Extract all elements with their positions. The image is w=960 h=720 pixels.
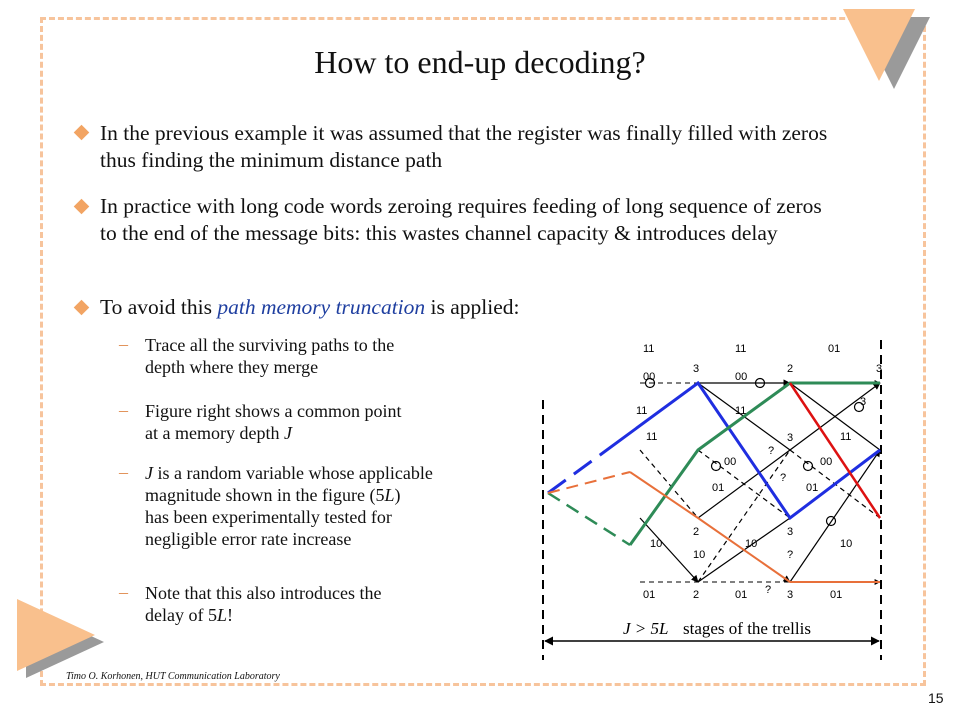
label-branch: 00 xyxy=(724,456,737,468)
bullet-2: In practice with long code words zeroing requires feeding of long sequence of zeros to the end of the message bits: this wastes channel capacity & introduces delay xyxy=(100,194,822,245)
subitem-4-line-2-end: ! xyxy=(227,605,233,625)
label-metric: 3 xyxy=(693,363,700,375)
bullet-3-emphasis: path memory truncation xyxy=(217,295,426,319)
label-branch: 01 xyxy=(735,589,748,601)
label-branch: 01 xyxy=(712,482,725,494)
orange-survivor-path xyxy=(630,472,880,582)
subitem-4-line-2: delay of 5 xyxy=(145,605,217,625)
bullet-3-post: is applied: xyxy=(425,295,520,319)
bullet-3-pre: To avoid this xyxy=(100,295,218,319)
label-unknown: ? xyxy=(780,472,787,484)
subitem-2-line-1: Figure right shows a common point xyxy=(145,401,402,421)
bullet-1: In the previous example it was assumed that the register was finally filled with zeros thus finding the minimum distance path xyxy=(100,121,828,172)
variable-l: L xyxy=(216,605,227,625)
label-metric: 3 xyxy=(787,526,794,538)
subitem-3-line-1: is a random variable whose applicable xyxy=(153,463,433,483)
label-branch: 00 xyxy=(820,456,833,468)
sub-dash: – xyxy=(119,400,128,420)
label-top-11: 11 xyxy=(735,343,747,355)
label-unknown: ? xyxy=(765,584,772,596)
label-branch: 10 xyxy=(745,538,758,550)
bullet-3 xyxy=(100,294,840,321)
subitem-3-line-3: has been experimentally tested for xyxy=(145,507,392,527)
subitem-1-line-2: depth where they merge xyxy=(145,357,319,377)
sub-dash: – xyxy=(119,462,128,482)
label-branch: 00 xyxy=(735,371,748,383)
sub-dash: – xyxy=(119,334,128,354)
red-path xyxy=(790,383,880,518)
subitem-4 xyxy=(145,582,545,626)
subitem-2 xyxy=(145,400,545,444)
label-metric: 2 xyxy=(787,363,794,375)
label-metric: 3 xyxy=(876,363,883,375)
label-branch: 11 xyxy=(840,431,852,443)
subitem-1-line-1: Trace all the surviving paths to the xyxy=(145,335,395,355)
blue-survivor-path xyxy=(600,383,880,518)
corner-triangle-bottom-left xyxy=(17,599,95,671)
subitem-2-line-2: at a memory depth xyxy=(145,423,284,443)
slide-title: How to end-up decoding? xyxy=(314,44,646,80)
label-branch: 11 xyxy=(646,431,658,443)
label-branch: 01 xyxy=(830,589,843,601)
label-branch: 11 xyxy=(636,405,648,417)
label-unknown: ? xyxy=(768,445,775,457)
caption-text: stages of the trellis xyxy=(683,619,811,638)
page-number: 15 xyxy=(928,690,944,706)
subitem-3-line-2: magnitude shown in the figure (5 xyxy=(145,485,385,505)
green-path-dashed xyxy=(548,493,630,545)
label-metric: 2 xyxy=(693,526,700,538)
subitem-3-line-4: negligible error rate increase xyxy=(145,529,352,549)
footer-author: Timo O. Korhonen, HUT Communication Laboratory xyxy=(66,671,280,682)
label-top-11: 11 xyxy=(643,343,655,355)
label-metric: 2 xyxy=(693,589,700,601)
subitem-4-line-1: Note that this also introduces the xyxy=(145,583,382,603)
label-branch: 10 xyxy=(840,538,853,550)
label-branch: 11 xyxy=(735,405,747,417)
label-branch: 01 xyxy=(643,589,656,601)
variable-j: J xyxy=(145,463,153,483)
variable-l: L xyxy=(384,485,395,505)
label-metric: 3 xyxy=(860,396,867,408)
label-branch: 01 xyxy=(806,482,819,494)
label-branch: 00 xyxy=(643,371,656,383)
label-metric: 3 xyxy=(787,432,794,444)
label-metric: 3 xyxy=(787,589,794,601)
label-branch: 10 xyxy=(650,538,663,550)
caption-expression: J > 5L xyxy=(623,619,669,638)
label-branch: 10 xyxy=(693,549,706,561)
variable-j: J xyxy=(283,423,292,443)
trellis-diagram xyxy=(530,328,900,660)
subitem-1 xyxy=(145,334,545,378)
subitem-3-line-2-end: ) xyxy=(394,485,401,505)
label-top-01: 01 xyxy=(828,343,841,355)
subitem-3 xyxy=(145,462,545,550)
label-unknown: ? xyxy=(787,549,794,561)
sub-dash: – xyxy=(119,582,128,602)
